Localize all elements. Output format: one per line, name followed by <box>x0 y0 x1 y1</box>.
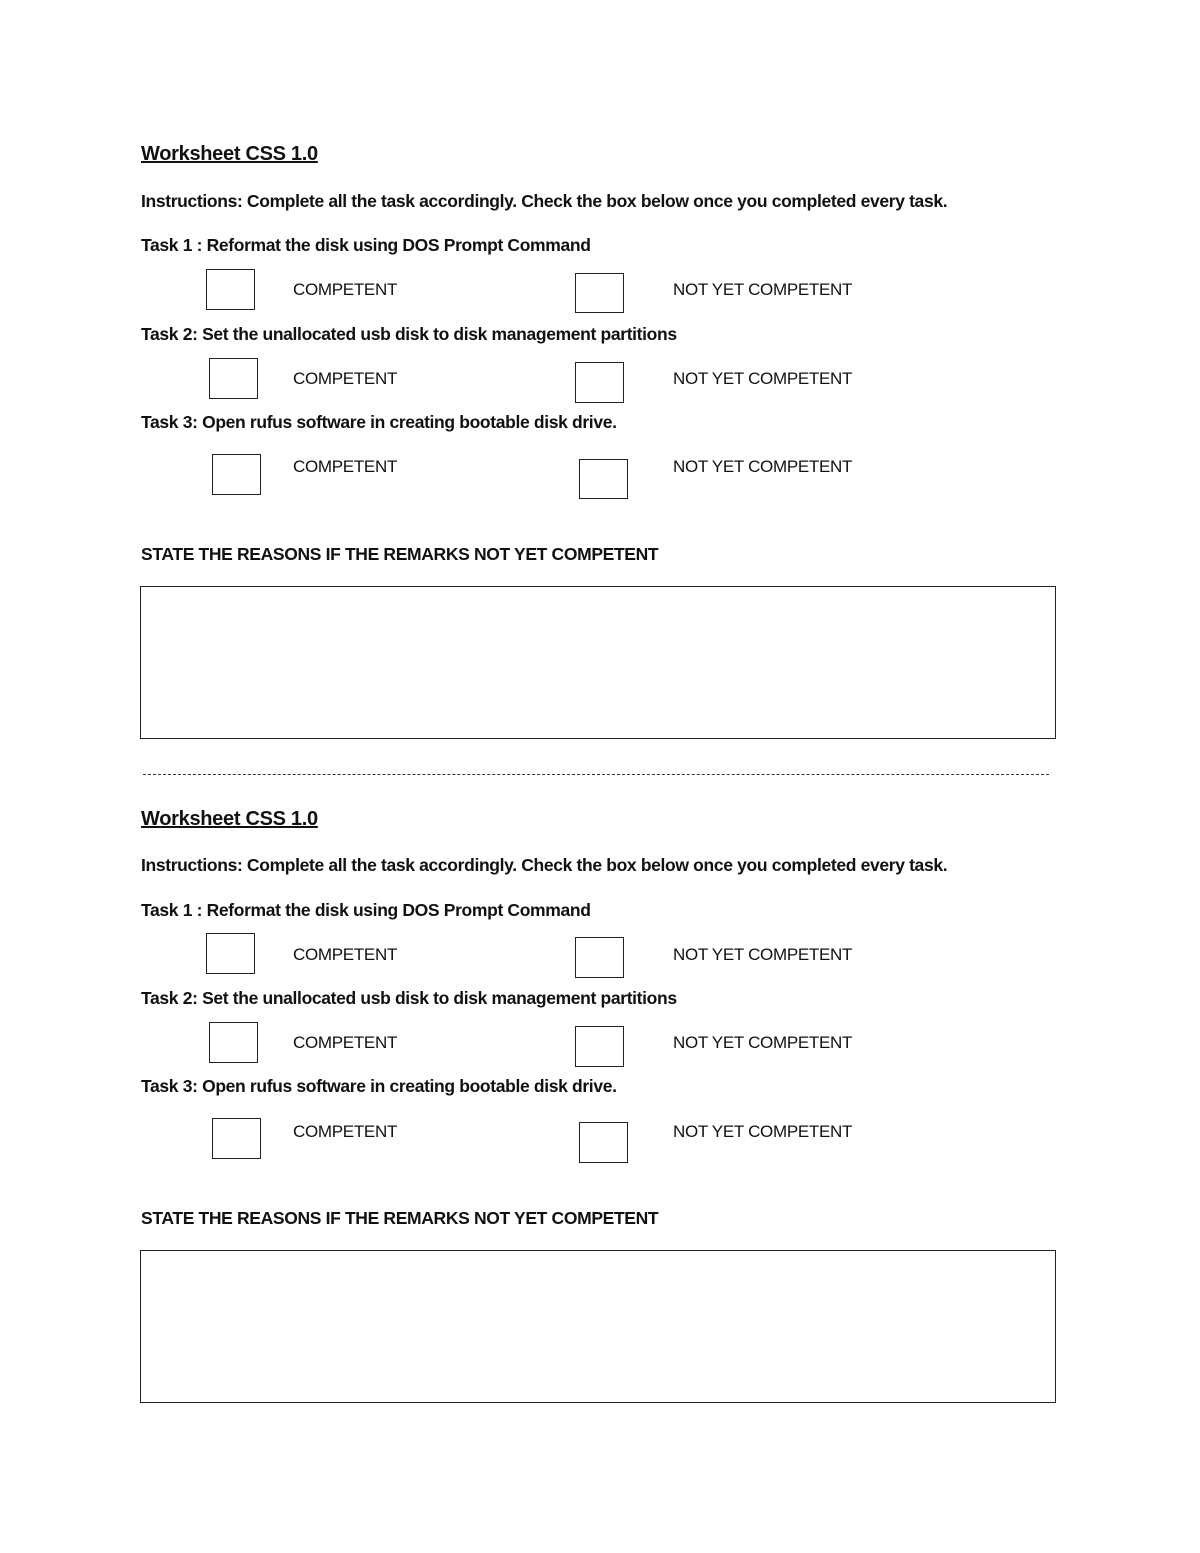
instructions-text: Instructions: Complete all the task accordingly. Check the box below once you completed every task. <box>141 855 948 875</box>
task-2-competent-label: COMPETENT <box>293 1033 398 1052</box>
task-3-competent-label: COMPETENT <box>293 1122 398 1141</box>
worksheet-title: Worksheet CSS 1.0 <box>141 808 318 830</box>
task-3-not-yet-competent-checkbox[interactable] <box>579 459 628 499</box>
instructions-text: Instructions: Complete all the task accordingly. Check the box below once you completed every task. <box>141 191 948 211</box>
task-3-not-yet-competent-label: NOT YET COMPETENT <box>673 457 853 476</box>
task-1-competent-label: COMPETENT <box>293 945 398 964</box>
task-3-not-yet-competent-label: NOT YET COMPETENT <box>673 1122 853 1141</box>
remarks-heading: STATE THE REASONS IF THE REMARKS NOT YET COMPETENT <box>141 544 659 564</box>
task-2-competent-checkbox[interactable] <box>209 358 258 399</box>
task-1-competent-label: COMPETENT <box>293 280 398 299</box>
task-1-not-yet-competent-label: NOT YET COMPETENT <box>673 945 853 964</box>
task-2-competent-label: COMPETENT <box>293 369 398 388</box>
remarks-box[interactable] <box>140 586 1056 739</box>
task-1-competent-checkbox[interactable] <box>206 269 255 310</box>
task-3-competent-label: COMPETENT <box>293 457 398 476</box>
task-3-competent-checkbox[interactable] <box>212 1118 261 1159</box>
task-1-label: Task 1 : Reformat the disk using DOS Prompt Command <box>141 235 591 255</box>
task-1-not-yet-competent-label: NOT YET COMPETENT <box>673 280 853 299</box>
task-3-label: Task 3: Open rufus software in creating bootable disk drive. <box>141 1076 617 1096</box>
task-3-not-yet-competent-checkbox[interactable] <box>579 1122 628 1163</box>
task-2-not-yet-competent-checkbox[interactable] <box>575 1026 624 1067</box>
remarks-box[interactable] <box>140 1250 1056 1403</box>
cut-line-divider <box>143 774 1049 775</box>
task-1-label: Task 1 : Reformat the disk using DOS Prompt Command <box>141 900 591 920</box>
worksheet-title: Worksheet CSS 1.0 <box>141 143 318 165</box>
task-3-competent-checkbox[interactable] <box>212 454 261 495</box>
task-3-label: Task 3: Open rufus software in creating bootable disk drive. <box>141 412 617 432</box>
task-2-competent-checkbox[interactable] <box>209 1022 258 1063</box>
task-2-not-yet-competent-label: NOT YET COMPETENT <box>673 369 853 388</box>
task-2-label: Task 2: Set the unallocated usb disk to disk management partitions <box>141 324 677 344</box>
remarks-heading: STATE THE REASONS IF THE REMARKS NOT YET COMPETENT <box>141 1208 659 1228</box>
task-2-label: Task 2: Set the unallocated usb disk to disk management partitions <box>141 988 677 1008</box>
task-2-not-yet-competent-label: NOT YET COMPETENT <box>673 1033 853 1052</box>
task-1-not-yet-competent-checkbox[interactable] <box>575 937 624 978</box>
task-1-competent-checkbox[interactable] <box>206 933 255 974</box>
task-2-not-yet-competent-checkbox[interactable] <box>575 362 624 403</box>
task-1-not-yet-competent-checkbox[interactable] <box>575 273 624 313</box>
